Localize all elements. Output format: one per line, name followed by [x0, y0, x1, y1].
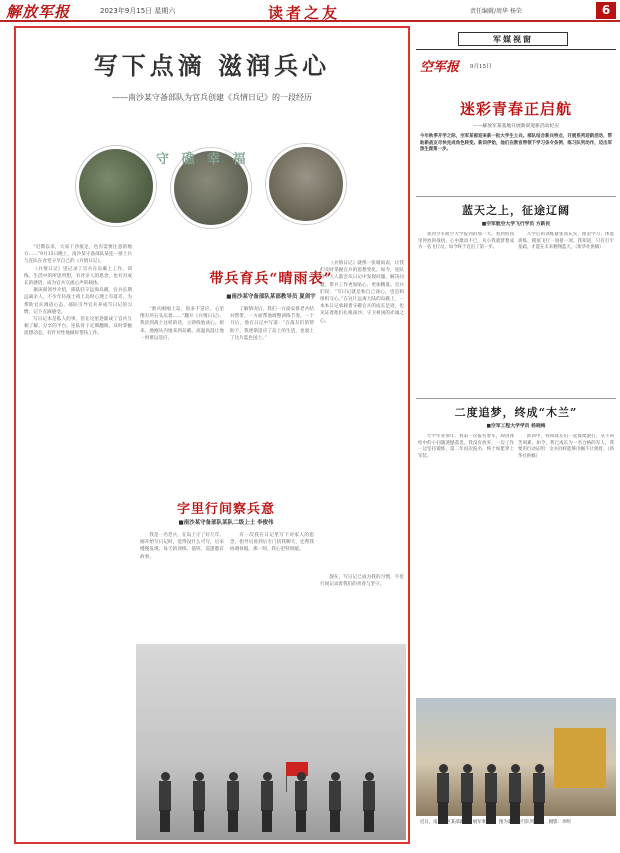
soldiers-photo[interactable]: [136, 644, 406, 840]
soldier-figure: [484, 764, 498, 808]
soldier-figure: [460, 764, 474, 808]
story2-title: 字里行间察兵意: [176, 502, 275, 517]
story2-col-b: [230, 532, 314, 642]
story1-paragraph: “新兵刚刚上岛，很多不适应，心里像有块石头压着……”翻开《兵情日记》，我读到战士这样的话，立即找他谈心。原来，他刚从内地来到岛礁，高温高湿让他一时难以适应。: [140, 307, 224, 341]
story1-col-a: [140, 306, 224, 492]
story-paragraph: 我到空军航空大学报到的那一天，看到校园里停放的战机，心中激动不已。从小我就梦想成为一名飞行员，如今终于迈出了第一步。: [418, 232, 514, 251]
story2-paragraph: 现在，写日记已成为我的习惯，字里行间记录着我们的青春与坚守。: [320, 575, 404, 588]
section-title: 读者之友: [268, 4, 341, 22]
soldier-figure: [260, 772, 274, 832]
soldier-figure: [532, 764, 546, 808]
story1-paragraph: 《兵情日记》就像一张晴雨表，让我们及时掌握官兵的思想变化。如今，连队骨干人人都会从日记中发现问题、解决问题，带兵工作更加贴心、更加精准。官兵们说：“写日记就是和自己谈心，也是和组织交心。”在这片远离大陆的岛礁上，一本本日记承载着守礁官兵的成长足迹，也见证着他们扎根南沙、守卫祖国的赤诚之心。: [320, 261, 404, 324]
story2-paragraph: 有一次我在日记里写下对家人的思念，指导员看到后专门找我聊天，还帮我协调休假。那一刻，我心里特别暖。: [230, 533, 314, 553]
story-paragraph: 大学毕业那年，我第一次报名参军，却因体检中的小问题遗憾落选。我没有放弃，一边工作一边坚持锻炼，第二年再次报名，终于如愿穿上军装。: [418, 434, 514, 459]
story-blue-sky-title[interactable]: 蓝天之上，征途辽阔: [462, 204, 570, 217]
newspaper-logo[interactable]: 解放军报: [6, 3, 71, 21]
right-date: 9月15日: [470, 64, 492, 70]
story1-byline: ■南沙某守备部队某部教导员 夏剑宇: [226, 294, 316, 300]
right-column: [412, 26, 620, 846]
training-photo[interactable]: [416, 698, 616, 816]
main-article[interactable]: [14, 26, 410, 844]
story-mulan-col-b: [518, 434, 614, 696]
page-header: [0, 0, 620, 22]
feature-subtitle: ——解放军某基地开展新训迎新活动纪实: [472, 124, 560, 129]
issue-date: 2023年9月15日 星期六: [100, 7, 176, 15]
lead-paragraph: 《兵情日记》里记录了官兵在岛礁上工作、训练、生活中的所思所想，有对亲人的思念，也有对成长的感悟，成为官兵交流心声的载体。: [24, 266, 132, 287]
lead-paragraph: “近期以来，大家干劲很足，也有需要注意的地方……”9月15日晚上，南沙某守备部队某连一排士兵与连队在食堂分享自己的《兵情日记》。: [24, 245, 132, 265]
lead-paragraph: 据该部领导介绍，部队驻守远海岛礁，官兵长期远离亲人，不少年轻战士初上岛时心理上有落差。为帮助官兵调适心态，部队引导官兵养成写日记的习惯，记下点滴感受。: [24, 288, 132, 315]
banner-photo-1: [76, 146, 156, 226]
story-mulan-title[interactable]: 二度追梦，终成“木兰”: [454, 406, 578, 419]
story-paragraph: 新训中，我和战友们一起摸爬滚打，从不叫苦叫累。如今，我已成长为一名合格的军人，我要用行动证明：女兵同样能够巾帼不让须眉。（新华社供稿）: [518, 434, 614, 459]
story1-col-c: [320, 260, 404, 570]
tent-icon: [554, 728, 606, 788]
story-mulan-col-a: [418, 434, 514, 696]
lead-paragraph: 写日记本是私人的事，但在这里逐渐成了官兵互相了解、分享的平台。连队骨干定期翻阅，及时掌握思想动态，有针对性地做好帮扶工作。: [24, 317, 132, 337]
lead-column: [24, 244, 132, 834]
divider: [416, 49, 616, 50]
story-blue-sky-col-b: [518, 232, 614, 390]
soldier-figure: [328, 772, 342, 832]
feature-title[interactable]: 迷彩青春正启航: [459, 100, 572, 118]
soldier-figure: [508, 764, 522, 808]
soldier-figure: [158, 772, 172, 832]
soldier-figure: [226, 772, 240, 832]
story2-col-c: [320, 574, 404, 642]
story-blue-sky-byline: ■空军航空大学飞行学员 方新民: [481, 221, 551, 227]
story-blue-sky-col-a: [418, 232, 514, 390]
story-mulan-byline: ■空军工程大学学员 杨晓梅: [486, 423, 546, 429]
banner-slogan: 守 礁 幸 福: [156, 152, 250, 167]
main-subheadline: ——南沙某守备部队为官兵创建《兵情日记》的一段经历: [112, 93, 312, 102]
soldier-figure: [436, 764, 450, 808]
page-number: 6: [596, 2, 616, 19]
story1-title: 带兵育兵“晴雨表”: [209, 271, 333, 287]
banner-photo-group: [76, 124, 346, 234]
story1-col-b: [230, 306, 314, 492]
divider: [416, 398, 616, 399]
editors: 责任编辑/周华 杨荣: [470, 8, 522, 15]
banner-photo-3: [266, 144, 346, 224]
media-window-tag: 军媒视窗: [458, 32, 568, 46]
soldier-figure: [192, 772, 206, 832]
main-headline: 写下点滴 滋润兵心: [93, 51, 331, 80]
story2-byline: ■南沙某守备部队某队二级上士 李俊伟: [178, 520, 274, 526]
soldier-figure: [362, 772, 376, 832]
air-force-news-logo: 空军报: [420, 60, 460, 75]
story1-paragraph: 了解情况后，我们一方面安排老兵结对帮带，一方面帮他调整训练节奏。一个月后，他在日记中写道：“在战友们的帮助下，我逐渐适应了岛上的生活，也爱上了这片蓝色国土。”: [230, 307, 314, 341]
feature-lead: 今年秋季开学之际，空军某部迎来新一批大学生士兵。部队结合新兵特点，开展系列迎新活动，帮助新战友尽快完成角色转变。新训伊始，他们在教官带领下学习条令条例、练习队列动作，迈出军旅生涯第一步。: [420, 134, 612, 153]
story-paragraph: 入学后的训练紧张而充实，理论学习、体能训练、模拟飞行一项接一项。我知道，只有打牢基础，才能在未来翱翔蓝天。（新华社供稿）: [518, 232, 614, 251]
photo-caption: 近日，南部战区某部新兵开展军事训练。图为新兵进行队列训练。 摄影：李明: [420, 820, 571, 825]
story2-paragraph: 我是一名老兵，在岛上守了好几年。刚开始写日记时，觉得没什么可写，后来慢慢发现，每天的训练、值班、巡逻都有故事。: [140, 533, 224, 560]
story2-col-a: [140, 532, 224, 642]
divider: [416, 196, 616, 197]
soldier-figure: [294, 772, 308, 832]
